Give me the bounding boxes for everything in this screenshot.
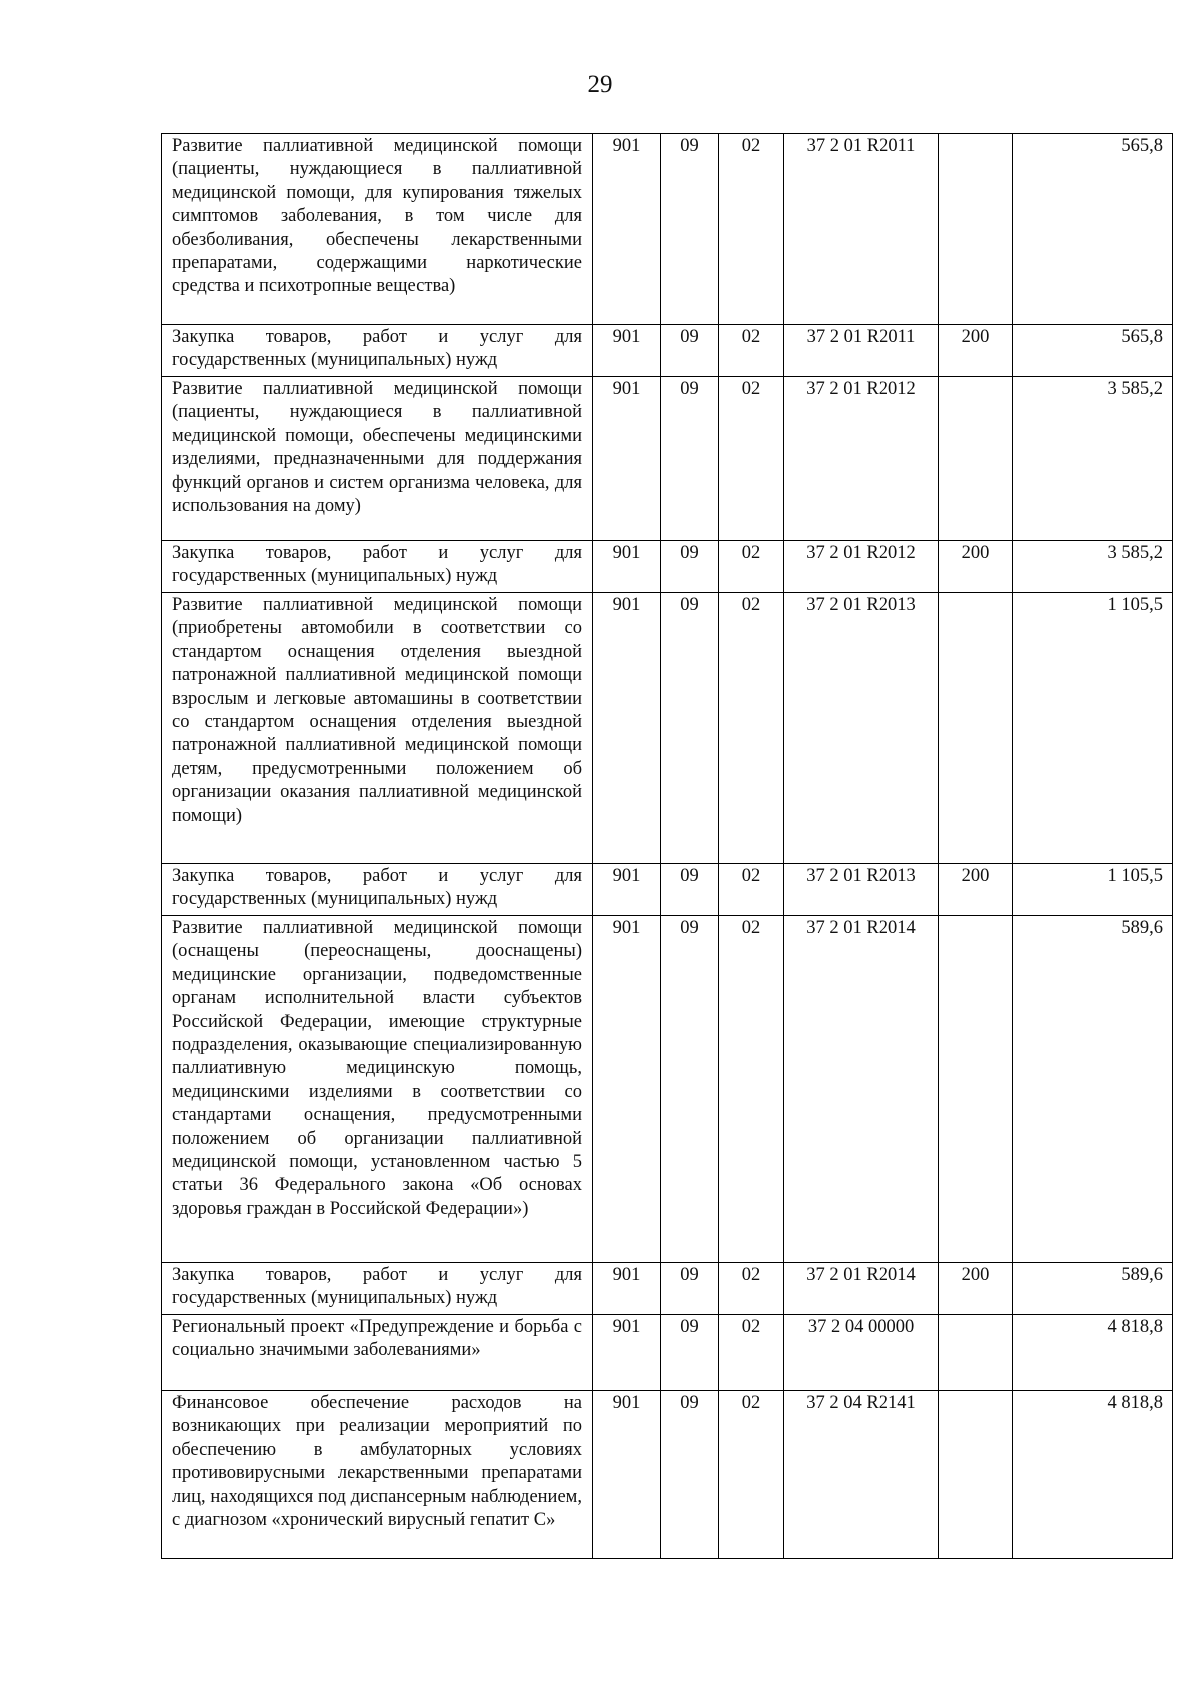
expense-name: Развитие паллиативной медицинской помощи (пациенты, нуждающиеся в паллиативной медицинской помощи, обеспечены медицинскими изделиями, предназначенными для поддержания функций органов и систем организма человека, для использования на дому) (162, 377, 593, 541)
section-code: 09 (661, 377, 719, 541)
subsection-code: 02 (719, 1315, 784, 1391)
expense-name: Развитие паллиативной медицинской помощи (оснащены (переоснащены, дооснащены) медицинские организации, подведомственные органам исполнительной власти субъектов Российской Федерации, имеющие структурные подразделения, оказывающие специализированную паллиативную медицинскую помощь, медицинскими изделиями в соответствии со стандартами оснащения, предусмотренными положением об организации паллиативной медицинской помощи, установленном частью 5 статьи 36 Федерального закона «Об основах здоровья граждан в Российской Федерации») (162, 916, 593, 1263)
department-code: 901 (593, 1315, 661, 1391)
target-article-code: 37 2 04 R2141 (784, 1391, 939, 1559)
department-code: 901 (593, 593, 661, 864)
table-row (162, 1263, 1173, 1315)
amount: 589,6 (1013, 1263, 1173, 1315)
table-row (162, 377, 1173, 541)
amount: 589,6 (1013, 916, 1173, 1263)
section-code: 09 (661, 593, 719, 864)
department-code: 901 (593, 377, 661, 541)
department-code: 901 (593, 864, 661, 916)
section-code: 09 (661, 134, 719, 325)
expense-type-code (939, 593, 1013, 864)
department-code: 901 (593, 541, 661, 593)
expense-type-code: 200 (939, 325, 1013, 377)
subsection-code: 02 (719, 916, 784, 1263)
section-code: 09 (661, 1315, 719, 1391)
page-number: 29 (587, 71, 613, 98)
department-code: 901 (593, 1263, 661, 1315)
table-row (162, 916, 1173, 1263)
amount: 1 105,5 (1013, 593, 1173, 864)
target-article-code: 37 2 01 R2011 (784, 134, 939, 325)
section-code: 09 (661, 541, 719, 593)
target-article-code: 37 2 01 R2013 (784, 864, 939, 916)
table-row (162, 541, 1173, 593)
amount: 3 585,2 (1013, 541, 1173, 593)
table-row (162, 1391, 1173, 1559)
target-article-code: 37 2 01 R2011 (784, 325, 939, 377)
subsection-code: 02 (719, 1263, 784, 1315)
table-row (162, 864, 1173, 916)
subsection-code: 02 (719, 134, 784, 325)
section-code: 09 (661, 864, 719, 916)
expense-name: Развитие паллиативной медицинской помощи (пациенты, нуждающиеся в паллиативной медицинской помощи, для купирования тяжелых симптомов заболевания, в том числе для обезболивания, обеспечены лекарственными препаратами, содержащими наркотические средства и психотропные вещества) (162, 134, 593, 325)
subsection-code: 02 (719, 1391, 784, 1559)
expense-type-code (939, 377, 1013, 541)
expense-name: Закупка товаров, работ и услуг для государственных (муниципальных) нужд (162, 864, 593, 916)
section-code: 09 (661, 916, 719, 1263)
amount: 3 585,2 (1013, 377, 1173, 541)
section-code: 09 (661, 325, 719, 377)
subsection-code: 02 (719, 541, 784, 593)
target-article-code: 37 2 04 00000 (784, 1315, 939, 1391)
section-code: 09 (661, 1263, 719, 1315)
target-article-code: 37 2 01 R2014 (784, 1263, 939, 1315)
table-row (162, 325, 1173, 377)
expense-name: Финансовое обеспечение расходов на возникающих при реализации мероприятий по обеспечению в амбулаторных условиях противовирусными лекарственными препаратами лиц, находящихся под диспансерным наблюдением, с диагнозом «хронический вирусный гепатит С» (162, 1391, 593, 1559)
department-code: 901 (593, 134, 661, 325)
budget-table (161, 133, 1173, 1559)
expense-name: Закупка товаров, работ и услуг для государственных (муниципальных) нужд (162, 325, 593, 377)
expense-type-code (939, 134, 1013, 325)
table-row (162, 593, 1173, 864)
amount: 4 818,8 (1013, 1391, 1173, 1559)
subsection-code: 02 (719, 377, 784, 541)
expense-name: Закупка товаров, работ и услуг для государственных (муниципальных) нужд (162, 1263, 593, 1315)
expense-name: Развитие паллиативной медицинской помощи (приобретены автомобили в соответствии со стандартом оснащения отделения выездной патронажной паллиативной медицинской помощи взрослым и легковые автомашины в соответствии со стандартом оснащения отделения выездной патронажной паллиативной медицинской помощи детям, предусмотренными положением об организации оказания паллиативной медицинской помощи) (162, 593, 593, 864)
table-row (162, 1315, 1173, 1391)
expense-type-code: 200 (939, 864, 1013, 916)
expense-type-code: 200 (939, 1263, 1013, 1315)
subsection-code: 02 (719, 864, 784, 916)
expense-type-code (939, 916, 1013, 1263)
expense-type-code (939, 1315, 1013, 1391)
amount: 565,8 (1013, 325, 1173, 377)
subsection-code: 02 (719, 325, 784, 377)
target-article-code: 37 2 01 R2012 (784, 541, 939, 593)
amount: 565,8 (1013, 134, 1173, 325)
table-row (162, 134, 1173, 325)
department-code: 901 (593, 325, 661, 377)
expense-name: Региональный проект «Предупреждение и борьба с социально значимыми заболеваниями» (162, 1315, 593, 1391)
amount: 4 818,8 (1013, 1315, 1173, 1391)
target-article-code: 37 2 01 R2014 (784, 916, 939, 1263)
department-code: 901 (593, 1391, 661, 1559)
target-article-code: 37 2 01 R2012 (784, 377, 939, 541)
department-code: 901 (593, 916, 661, 1263)
target-article-code: 37 2 01 R2013 (784, 593, 939, 864)
subsection-code: 02 (719, 593, 784, 864)
amount: 1 105,5 (1013, 864, 1173, 916)
section-code: 09 (661, 1391, 719, 1559)
expense-name: Закупка товаров, работ и услуг для государственных (муниципальных) нужд (162, 541, 593, 593)
expense-type-code: 200 (939, 541, 1013, 593)
expense-type-code (939, 1391, 1013, 1559)
